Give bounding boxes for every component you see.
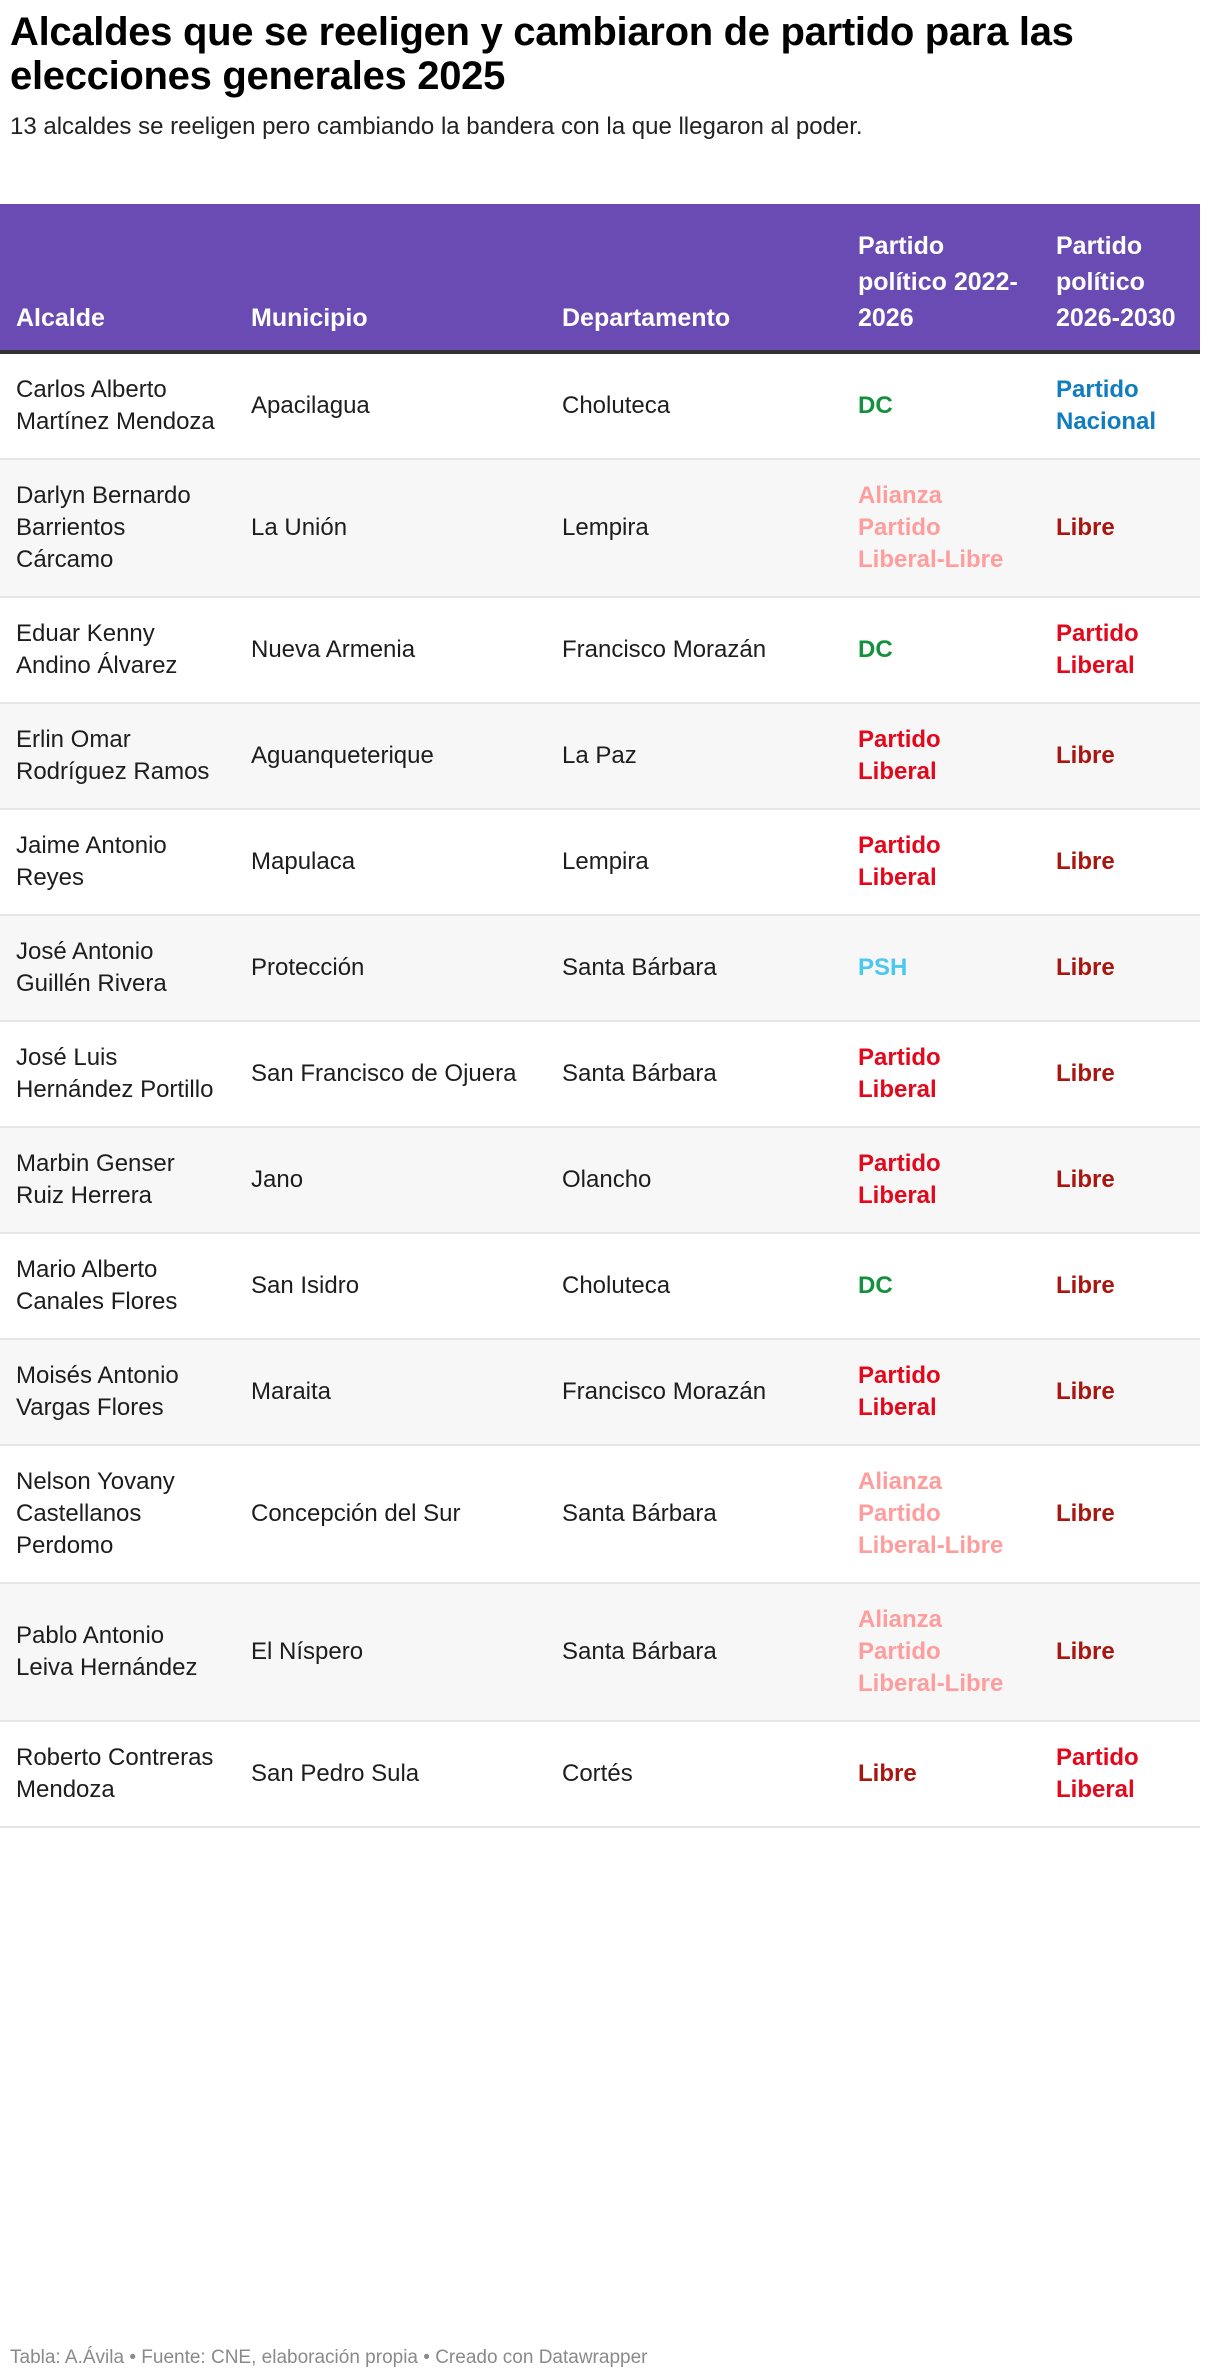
cell-alcalde: José Luis Hernández Portillo	[0, 1021, 235, 1127]
cell-partido-2026: Libre	[1040, 1021, 1200, 1127]
cell-partido-2022: Alianza Partido Liberal-Libre	[842, 1445, 1040, 1583]
source-footer: Tabla: A.Ávila • Fuente: CNE, elaboración propia • Creado con Datawrapper	[10, 2347, 648, 2368]
cell-departamento: Choluteca	[546, 352, 842, 459]
table-header	[0, 204, 1200, 352]
cell-partido-2022: PSH	[842, 915, 1040, 1021]
column-header-partido-2022-2026[interactable]: Partido político 2022-2026	[842, 204, 1040, 352]
cell-alcalde: Erlin Omar Rodríguez Ramos	[0, 703, 235, 809]
cell-alcalde: Jaime Antonio Reyes	[0, 809, 235, 915]
cell-partido-2026: Libre	[1040, 809, 1200, 915]
table-row	[0, 1021, 1200, 1127]
cell-partido-2026: Partido Liberal	[1040, 1721, 1200, 1827]
cell-partido-2022: DC	[842, 352, 1040, 459]
cell-partido-2026: Partido Nacional	[1040, 352, 1200, 459]
table-body	[0, 352, 1200, 1827]
cell-partido-2022: Partido Liberal	[842, 1021, 1040, 1127]
cell-departamento: Francisco Morazán	[546, 1339, 842, 1445]
table-row	[0, 703, 1200, 809]
page-title: Alcaldes que se reeligen y cambiaron de partido para las elecciones generales 2025	[10, 10, 1074, 98]
cell-alcalde: Darlyn Bernardo Barrientos Cárcamo	[0, 459, 235, 597]
cell-partido-2026: Partido Liberal	[1040, 597, 1200, 703]
cell-departamento: Cortés	[546, 1721, 842, 1827]
column-header-municipio[interactable]: Municipio	[235, 204, 546, 352]
cell-municipio: Maraita	[235, 1339, 546, 1445]
cell-alcalde: Mario Alberto Canales Flores	[0, 1233, 235, 1339]
cell-municipio: El Níspero	[235, 1583, 546, 1721]
cell-municipio: Concepción del Sur	[235, 1445, 546, 1583]
table-row	[0, 459, 1200, 597]
cell-partido-2026: Libre	[1040, 1583, 1200, 1721]
cell-alcalde: Roberto Contreras Mendoza	[0, 1721, 235, 1827]
chart-header	[10, 0, 1210, 142]
cell-partido-2026: Libre	[1040, 915, 1200, 1021]
table-row	[0, 1127, 1200, 1233]
cell-departamento: Lempira	[546, 459, 842, 597]
cell-alcalde: Pablo Antonio Leiva Hernández	[0, 1583, 235, 1721]
cell-alcalde: Eduar Kenny Andino Álvarez	[0, 597, 235, 703]
cell-departamento: Lempira	[546, 809, 842, 915]
cell-departamento: Santa Bárbara	[546, 915, 842, 1021]
cell-departamento: Santa Bárbara	[546, 1583, 842, 1721]
cell-partido-2022: Alianza Partido Liberal-Libre	[842, 459, 1040, 597]
table-row	[0, 1583, 1200, 1721]
table-row	[0, 1445, 1200, 1583]
cell-partido-2022: Partido Liberal	[842, 1127, 1040, 1233]
cell-municipio: San Francisco de Ojuera	[235, 1021, 546, 1127]
page-subtitle: 13 alcaldes se reeligen pero cambiando la bandera con la que llegaron al poder.	[10, 113, 863, 140]
column-header-alcalde[interactable]: Alcalde	[0, 204, 235, 352]
cell-alcalde: Nelson Yovany Castellanos Perdomo	[0, 1445, 235, 1583]
cell-partido-2026: Libre	[1040, 1233, 1200, 1339]
cell-departamento: Santa Bárbara	[546, 1021, 842, 1127]
table-row	[0, 915, 1200, 1021]
cell-municipio: San Pedro Sula	[235, 1721, 546, 1827]
cell-partido-2026: Libre	[1040, 1445, 1200, 1583]
cell-municipio: Mapulaca	[235, 809, 546, 915]
cell-departamento: Choluteca	[546, 1233, 842, 1339]
column-header-departamento[interactable]: Departamento	[546, 204, 842, 352]
cell-partido-2022: Partido Liberal	[842, 809, 1040, 915]
cell-partido-2026: Libre	[1040, 459, 1200, 597]
column-header-partido-2026-2030[interactable]: Partido político 2026-2030	[1040, 204, 1200, 352]
cell-departamento: Francisco Morazán	[546, 597, 842, 703]
cell-alcalde: Marbin Genser Ruiz Herrera	[0, 1127, 235, 1233]
cell-municipio: Jano	[235, 1127, 546, 1233]
cell-municipio: Nueva Armenia	[235, 597, 546, 703]
table-row	[0, 1339, 1200, 1445]
cell-partido-2022: Alianza Partido Liberal-Libre	[842, 1583, 1040, 1721]
cell-partido-2026: Libre	[1040, 703, 1200, 809]
cell-partido-2022: Libre	[842, 1721, 1040, 1827]
cell-alcalde: Carlos Alberto Martínez Mendoza	[0, 352, 235, 459]
cell-partido-2026: Libre	[1040, 1127, 1200, 1233]
cell-municipio: San Isidro	[235, 1233, 546, 1339]
cell-alcalde: Moisés Antonio Vargas Flores	[0, 1339, 235, 1445]
cell-municipio: Protección	[235, 915, 546, 1021]
cell-partido-2022: DC	[842, 1233, 1040, 1339]
table-row	[0, 1233, 1200, 1339]
cell-departamento: La Paz	[546, 703, 842, 809]
table-row	[0, 1721, 1200, 1827]
cell-partido-2022: DC	[842, 597, 1040, 703]
cell-alcalde: José Antonio Guillén Rivera	[0, 915, 235, 1021]
data-table	[0, 204, 1200, 1828]
cell-municipio: Apacilagua	[235, 352, 546, 459]
header-row	[0, 204, 1200, 352]
table-row	[0, 597, 1200, 703]
table-row	[0, 809, 1200, 915]
cell-municipio: Aguanqueterique	[235, 703, 546, 809]
cell-partido-2022: Partido Liberal	[842, 703, 1040, 809]
table-row	[0, 352, 1200, 459]
cell-partido-2022: Partido Liberal	[842, 1339, 1040, 1445]
cell-municipio: La Unión	[235, 459, 546, 597]
cell-partido-2026: Libre	[1040, 1339, 1200, 1445]
cell-departamento: Olancho	[546, 1127, 842, 1233]
cell-departamento: Santa Bárbara	[546, 1445, 842, 1583]
